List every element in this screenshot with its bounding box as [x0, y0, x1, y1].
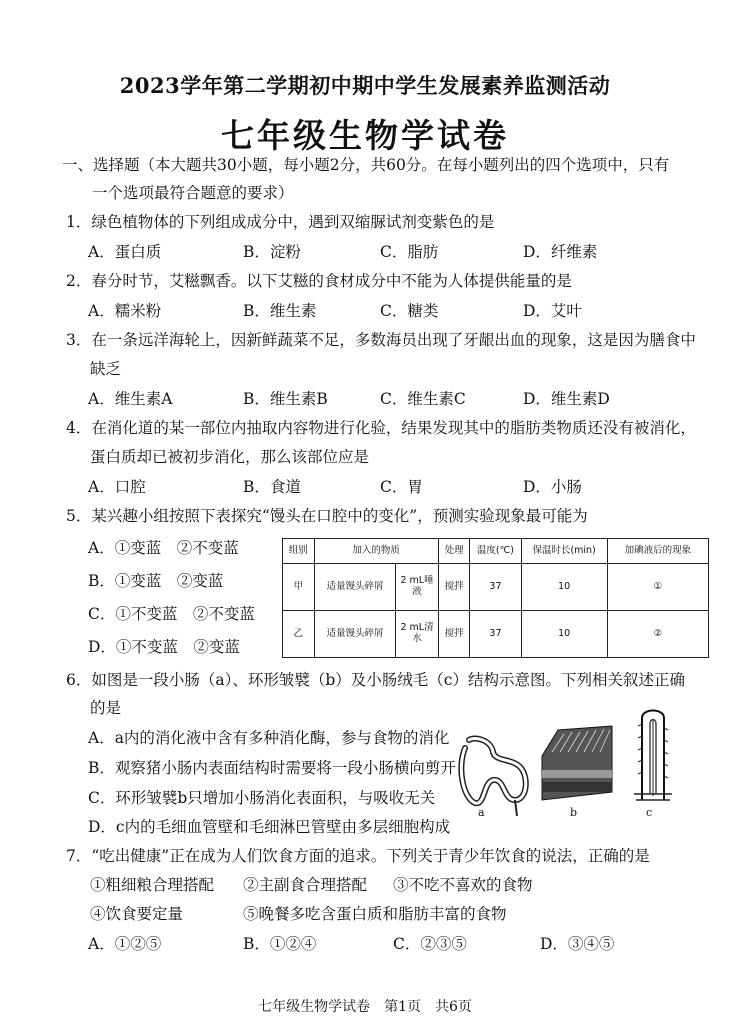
question-5-option-b: B．①变蓝 ②变蓝: [88, 572, 224, 590]
question-5-option-c: C．①不变蓝 ②不变蓝: [88, 605, 255, 623]
question-6-stem-cont: 的是: [90, 699, 122, 717]
circular-folds-figure: [538, 722, 616, 804]
table-cell: 搅拌: [438, 611, 470, 658]
question-2-option-c: C．糖类: [380, 302, 439, 320]
question-6-stem: 6．如图是一段小肠（a）、环形皱襞（b）及小肠绒毛（c）结构示意图。下列相关叙述正确: [66, 671, 685, 689]
table-row: [283, 564, 709, 611]
question-7-item-1: ①粗细粮合理搭配: [90, 876, 215, 894]
question-3-option-a: A．维生素A: [88, 390, 173, 408]
question-6-option-a: A．a内的消化液中含有多种消化酶，参与食物的消化: [88, 729, 450, 747]
table-header: 加入的物质: [314, 539, 438, 564]
table-cell: 适量馒头碎屑: [314, 611, 396, 658]
table-header-row: [283, 539, 709, 564]
question-4-option-b: B．食道: [243, 478, 301, 496]
table-cell: 10: [521, 611, 607, 658]
section-heading-cont: 一个选项最符合题意的要求）: [92, 184, 294, 202]
question-1-option-d: D．纤维素: [523, 243, 598, 261]
question-6-option-d: D．c内的毛细血管壁和毛细淋巴管壁由多层细胞构成: [88, 818, 451, 836]
question-1-stem: 1．绿色植物体的下列组成成分中，遇到双缩脲试剂变紫色的是: [66, 213, 495, 231]
table-cell: 乙: [283, 611, 315, 658]
table-cell: 适量馒头碎屑: [314, 564, 396, 611]
question-7-item-5: ⑤晚餐多吃含蛋白质和脂肪丰富的食物: [243, 905, 507, 923]
small-intestine-figure: [455, 728, 535, 818]
exam-subtitle: 七年级生物学试卷: [221, 116, 509, 155]
question-3-stem-cont: 缺乏: [90, 360, 122, 378]
question-7-item-4: ④饮食要定量: [90, 905, 184, 923]
question-4-stem: 4．在消化道的某一部位内抽取内容物进行化验，结果发现其中的脂肪类物质还没有被消化，: [66, 419, 696, 437]
table-cell: 37: [470, 564, 521, 611]
table-header: 温度(℃): [470, 539, 521, 564]
figure-label-c: c: [646, 806, 653, 819]
question-6-option-b: B．观察猪小肠内表面结构时需要将一段小肠横向剪开: [88, 759, 456, 777]
question-1-option-c: C．脂肪: [380, 243, 439, 261]
table-header: 加碘液后的现象: [607, 539, 708, 564]
table-cell: 10: [521, 564, 607, 611]
question-4-stem-cont: 蛋白质却已被初步消化，那么该部位应是: [90, 448, 370, 466]
page-footer: 七年级生物学试卷 第1页 共6页: [258, 999, 472, 1015]
question-2-option-b: B．维生素: [243, 302, 317, 320]
question-4-option-c: C．胃: [380, 478, 423, 496]
question-3-option-c: C．维生素C: [380, 390, 466, 408]
table-header: 保温时长(min): [521, 539, 607, 564]
exam-title: 2023学年第二学期初中期中学生发展素养监测活动: [119, 73, 611, 98]
question-7-option-b: B．①②④: [243, 935, 317, 953]
question-5-option-a: A．①变蓝 ②不变蓝: [88, 539, 239, 557]
question-7-option-a: A．①②⑤: [88, 935, 162, 953]
question-5-option-d: D．①不变蓝 ②变蓝: [88, 638, 240, 656]
table-cell: 搅拌: [438, 564, 470, 611]
question-1-option-a: A．蛋白质: [88, 243, 162, 261]
question-2-option-a: A．糯米粉: [88, 302, 162, 320]
section-heading: 一、选择题（本大题共30小题，每小题2分，共60分。在每小题列出的四个选项中，只有: [62, 156, 670, 174]
question-7-option-c: C．②③⑤: [393, 935, 467, 953]
table-cell: 37: [470, 611, 521, 658]
question-3-stem: 3．在一条远洋海轮上，因新鲜蔬菜不足，多数海员出现了牙龈出血的现象，这是因为膳食中: [66, 331, 696, 349]
table-cell: 甲: [283, 564, 315, 611]
table-cell: ①: [607, 564, 708, 611]
table-header: 组别: [283, 539, 315, 564]
question-2-stem: 2．春分时节，艾糍飘香。以下艾糍的食材成分中不能为人体提供能量的是: [66, 272, 572, 290]
question-4-option-d: D．小肠: [523, 478, 582, 496]
experiment-table: [282, 538, 709, 658]
question-5-stem: 5．某兴趣小组按照下表探究“馒头在口腔中的变化”，预测实验现象最可能为: [66, 507, 588, 525]
question-6-option-c: C．环形皱襞b只增加小肠消化表面积，与吸收无关: [88, 789, 436, 807]
table-cell: ②: [607, 611, 708, 658]
question-7-item-3: ③不吃不喜欢的食物: [393, 876, 533, 894]
question-7-stem: 7．“吃出健康”正在成为人们饮食方面的追求。下列关于青少年饮食的说法，正确的是: [66, 847, 650, 865]
question-2-option-d: D．艾叶: [523, 302, 582, 320]
table-header: 处理: [438, 539, 470, 564]
question-7-option-d: D．③④⑤: [540, 935, 615, 953]
figure-label-a: a: [478, 806, 485, 819]
question-4-option-a: A．口腔: [88, 478, 146, 496]
villus-figure: [628, 704, 678, 808]
table-row: [283, 611, 709, 658]
table-cell: 2 mL唾液: [396, 564, 438, 611]
figure-label-b: b: [570, 806, 578, 819]
question-3-option-b: B．维生素B: [243, 390, 328, 408]
question-3-option-d: D．维生素D: [523, 390, 610, 408]
table-cell: 2 mL清水: [396, 611, 438, 658]
question-1-option-b: B．淀粉: [243, 243, 301, 261]
question-7-item-2: ②主副食合理搭配: [243, 876, 368, 894]
